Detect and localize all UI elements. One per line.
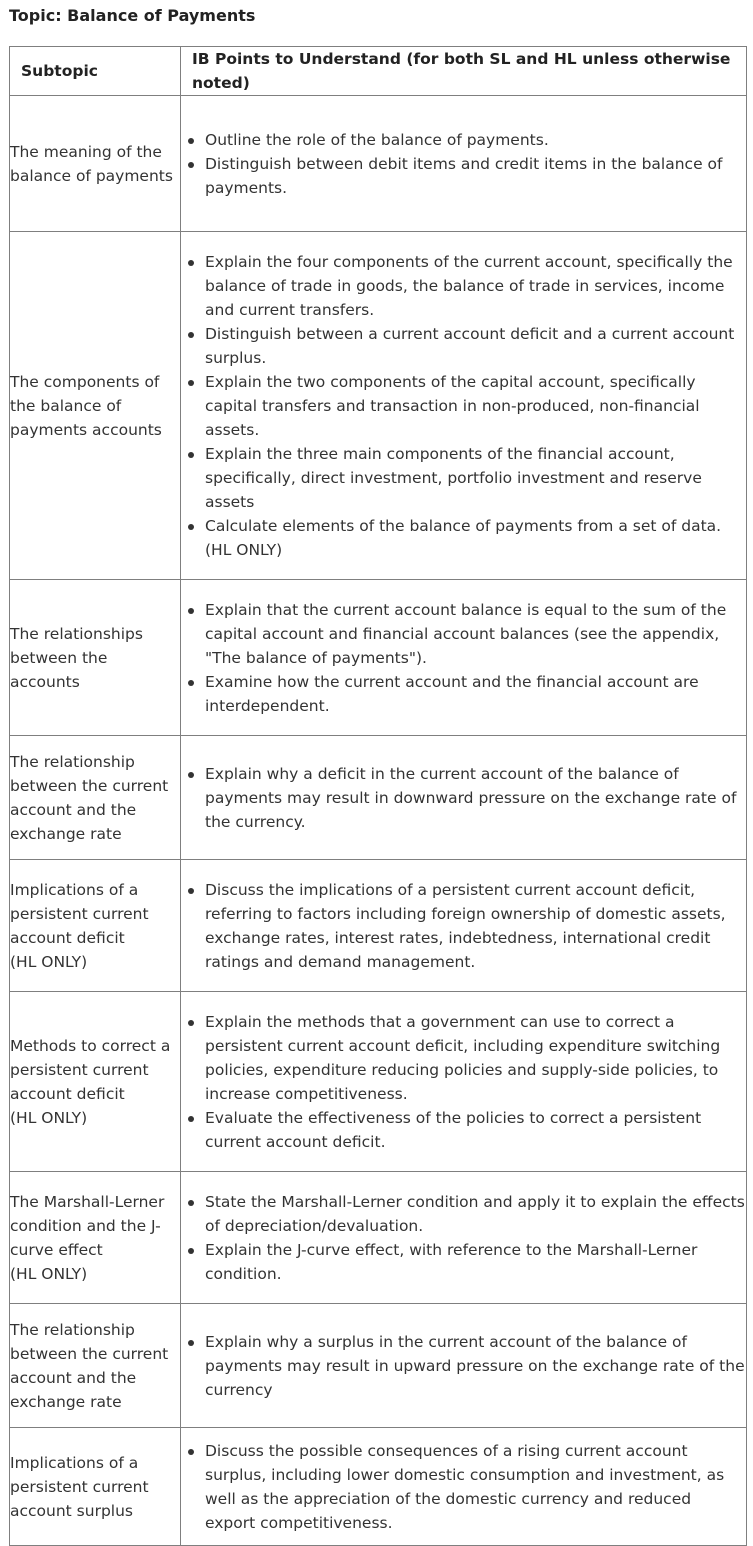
subtopic-text: (HL ONLY)	[10, 1108, 88, 1127]
table-row	[10, 860, 747, 992]
points-list	[181, 1010, 746, 1154]
points-list	[181, 1439, 746, 1535]
table-row	[10, 1428, 747, 1546]
table-row	[10, 96, 747, 232]
subtopic-text: Implications of a persistent current account surplus	[10, 1453, 149, 1520]
points-list	[181, 878, 746, 974]
syllabus-table	[9, 46, 747, 1546]
list-item: Explain the three main components of the financial account, specifically, direct investment, portfolio investment and reserve assets	[205, 442, 746, 514]
list-item: Distinguish between a current account deficit and a current account surplus.	[205, 322, 746, 370]
subtopic-text: The meaning of the balance of payments	[10, 142, 173, 185]
points-list	[181, 1330, 746, 1402]
table-row	[10, 232, 747, 580]
subtopic-text: The relationship between the current account and the exchange rate	[10, 1320, 169, 1411]
points-cell	[181, 232, 747, 580]
points-cell	[181, 860, 747, 992]
list-item: Outline the role of the balance of payments.	[205, 128, 746, 152]
list-item: Examine how the current account and the financial account are interdependent.	[205, 670, 746, 718]
points-list	[181, 762, 746, 834]
list-item: Explain the methods that a government can use to correct a persistent current account deficit, including expenditure switching policies, expenditure reducing policies and supply-side policies, to increase competitiveness.	[205, 1010, 746, 1106]
table-row	[10, 1304, 747, 1428]
subtopic-cell	[10, 860, 181, 992]
subtopic-cell	[10, 1172, 181, 1304]
table-row	[10, 992, 747, 1172]
list-item: Discuss the possible consequences of a rising current account surplus, including lower domestic consumption and investment, as well as the appreciation of the domestic currency and reduced export competitiveness.	[205, 1439, 746, 1535]
list-item: Discuss the implications of a persistent current account deficit, referring to factors including foreign ownership of domestic assets, exchange rates, interest rates, indebtedness, international credit ratings and demand management.	[205, 878, 746, 974]
subtopic-text: The relationship between the current account and the exchange rate	[10, 752, 169, 843]
list-item: Explain that the current account balance is equal to the sum of the capital account and financial account balances (see the appendix, "The balance of payments").	[205, 598, 746, 670]
points-list	[181, 128, 746, 200]
points-cell	[181, 96, 747, 232]
points-cell	[181, 992, 747, 1172]
page-title: Topic: Balance of Payments	[9, 6, 256, 25]
subtopic-text: The Marshall-Lerner condition and the J-curve effect	[10, 1192, 165, 1259]
subtopic-cell	[10, 1428, 181, 1546]
table-header-row	[10, 47, 747, 96]
table-row	[10, 1172, 747, 1304]
points-list	[181, 250, 746, 562]
list-item: Explain the four components of the current account, specifically the balance of trade in goods, the balance of trade in services, income and current transfers.	[205, 250, 746, 322]
table-row	[10, 736, 747, 860]
subtopic-cell	[10, 736, 181, 860]
points-list	[181, 598, 746, 718]
table-row	[10, 580, 747, 736]
subtopic-cell	[10, 1304, 181, 1428]
list-item: State the Marshall-Lerner condition and apply it to explain the effects of depreciation/devaluation.	[205, 1190, 746, 1238]
subtopic-cell	[10, 96, 181, 232]
subtopic-text: The relationships between the accounts	[10, 624, 143, 691]
column-header-subtopic: Subtopic	[10, 47, 181, 96]
points-list	[181, 1190, 746, 1286]
column-header-points: IB Points to Understand (for both SL and HL unless otherwise noted)	[181, 47, 747, 96]
list-item: Calculate elements of the balance of payments from a set of data. (HL ONLY)	[205, 514, 746, 562]
points-cell	[181, 736, 747, 860]
table-body	[10, 96, 747, 1546]
subtopic-cell	[10, 992, 181, 1172]
points-cell	[181, 1304, 747, 1428]
subtopic-text: Implications of a persistent current account deficit	[10, 880, 149, 947]
subtopic-cell	[10, 580, 181, 736]
subtopic-cell	[10, 232, 181, 580]
subtopic-text: (HL ONLY)	[10, 952, 88, 971]
subtopic-text: The components of the balance of payments accounts	[10, 372, 162, 439]
list-item: Evaluate the effectiveness of the policies to correct a persistent current account deficit.	[205, 1106, 746, 1154]
subtopic-text: Methods to correct a persistent current account deficit	[10, 1036, 171, 1103]
list-item: Explain the J-curve effect, with reference to the Marshall-Lerner condition.	[205, 1238, 746, 1286]
list-item: Explain why a surplus in the current account of the balance of payments may result in upward pressure on the exchange rate of the currency	[205, 1330, 746, 1402]
points-cell	[181, 1172, 747, 1304]
list-item: Distinguish between debit items and credit items in the balance of payments.	[205, 152, 746, 200]
list-item: Explain the two components of the capital account, specifically capital transfers and transaction in non-produced, non-financial assets.	[205, 370, 746, 442]
points-cell	[181, 1428, 747, 1546]
subtopic-text: (HL ONLY)	[10, 1264, 88, 1283]
points-cell	[181, 580, 747, 736]
list-item: Explain why a deficit in the current account of the balance of payments may result in downward pressure on the exchange rate of the currency.	[205, 762, 746, 834]
